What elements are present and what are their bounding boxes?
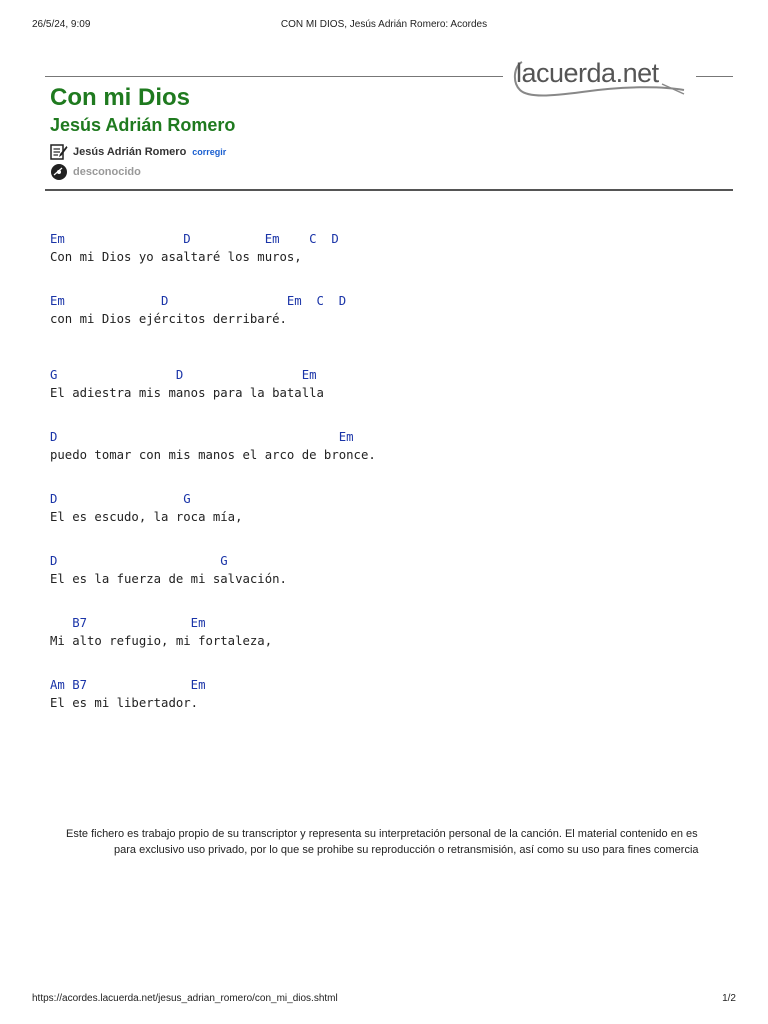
chord-line: Em D Em C D [50, 294, 347, 308]
print-footer [32, 993, 736, 1007]
song-artist[interactable]: Jesús Adrián Romero [50, 115, 236, 135]
site-logo[interactable] [512, 56, 688, 100]
album-name: desconocido [73, 166, 141, 178]
edit-link[interactable]: corregir [192, 147, 227, 157]
top-divider-left [45, 76, 503, 77]
lyric-line: El es la fuerza de mi salvación. [50, 572, 287, 586]
page-number: 1/2 [722, 993, 736, 1004]
verse [50, 676, 730, 712]
logo-text: lacuerda.net [516, 58, 659, 88]
lyric-line: Con mi Dios yo asaltaré los muros, [50, 250, 302, 264]
chord-line: D Em [50, 430, 354, 444]
print-date: 26/5/24, 9:09 [32, 19, 91, 30]
lyric-line: El es mi libertador. [50, 696, 199, 710]
header-divider [45, 189, 733, 191]
page-url: https://acordes.lacuerda.net/jesus_adrian_romero/con_mi_dios.shtml [32, 993, 338, 1004]
verse [50, 490, 730, 526]
song-title: Con mi Dios [50, 84, 191, 111]
transcriber-name[interactable]: Jesús Adrián Romero [73, 146, 187, 158]
chord-line: D G [50, 554, 228, 568]
verse [50, 428, 730, 464]
lyric-line: Mi alto refugio, mi fortaleza, [50, 634, 273, 648]
verse [50, 366, 730, 402]
print-header [32, 19, 736, 33]
chord-line: B7 Em [50, 616, 206, 630]
lyric-line: con mi Dios ejércitos derribaré. [50, 312, 287, 326]
chord-line: Am B7 Em [50, 678, 206, 692]
chord-line: D G [50, 492, 191, 506]
lyric-line: El adiestra mis manos para la batalla [50, 386, 324, 400]
chord-line: Em D Em C D [50, 232, 339, 246]
verse [50, 292, 730, 328]
verse [50, 230, 730, 266]
print-page-title: CON MI DIOS, Jesús Adrián Romero: Acordes [280, 19, 488, 30]
transcriber-row [50, 143, 226, 161]
lyric-line: puedo tomar con mis manos el arco de bronce. [50, 448, 376, 462]
disclaimer-line: para exclusivo uso privado, por lo que se prohibe su reproducción o retransmisión, así como su uso para fines comercia [114, 844, 699, 856]
verse [50, 552, 730, 588]
chord-sheet [50, 230, 730, 738]
disclaimer-line: Este fichero es trabajo propio de su transcriptor y representa su interpretación personal de la canción. El material contenido en es [66, 828, 698, 840]
edit-note-icon [50, 143, 68, 161]
album-row [50, 163, 141, 181]
top-divider-right [696, 76, 733, 77]
chord-line: G D Em [50, 368, 317, 382]
verse [50, 614, 730, 650]
lyric-line: El es escudo, la roca mía, [50, 510, 243, 524]
copyright-disclaimer [50, 826, 734, 858]
disc-icon [50, 163, 68, 181]
